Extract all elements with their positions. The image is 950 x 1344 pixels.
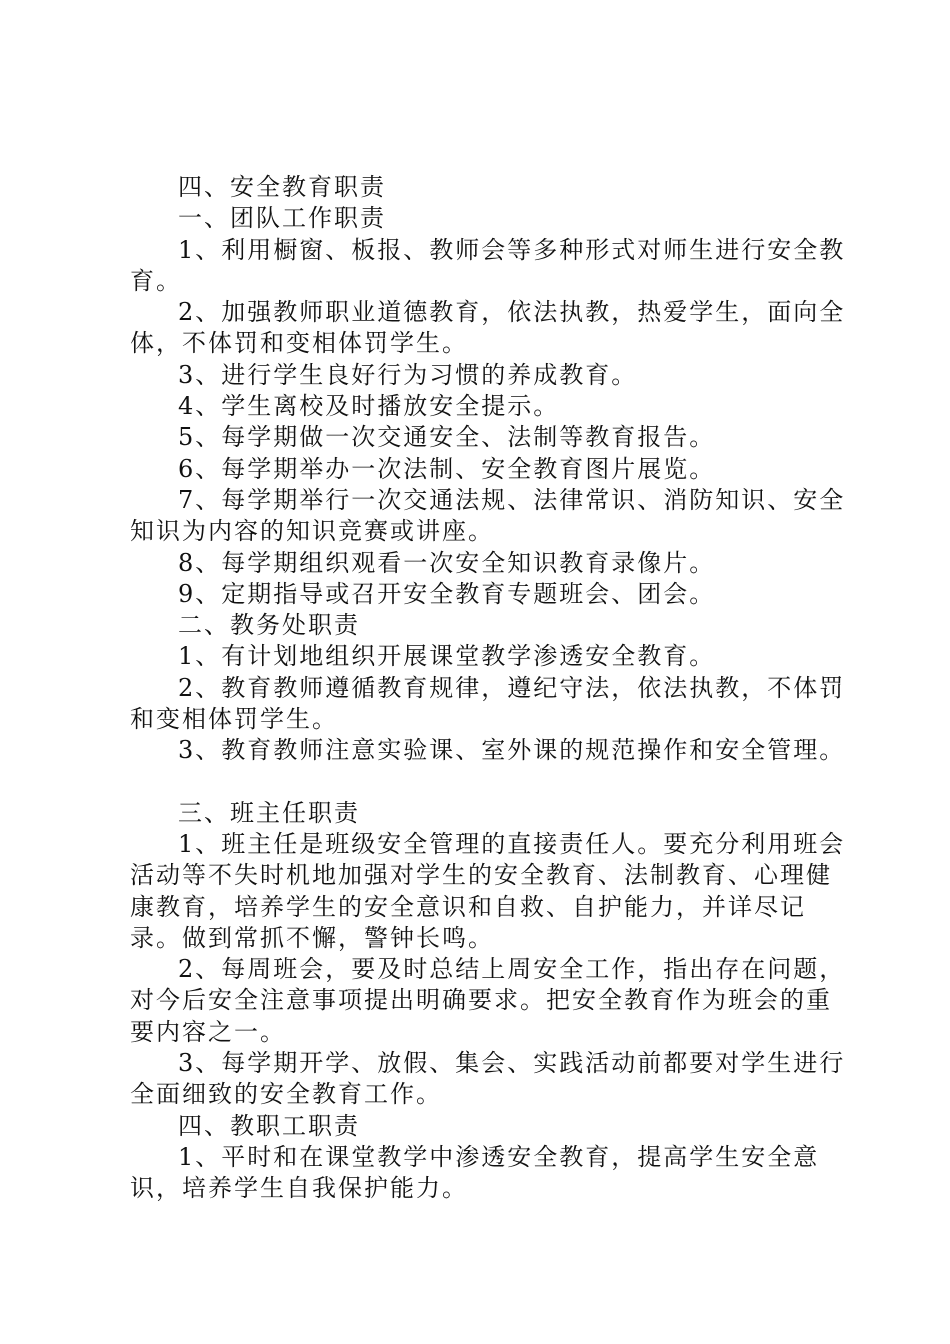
paragraph: 1、有计划地组织开展课堂教学渗透安全教育。 bbox=[178, 642, 716, 671]
paragraph: 4、学生离校及时播放安全提示。 bbox=[178, 392, 560, 421]
paragraph: 1、班主任是班级安全管理的直接责任人。要充分利用班会活动等不失时机地加强对学生的安全教育、法制教育、心理健康教育，培养学生的安全意识和自救、自护能力，并详尽记录。做到常抓不懈，警钟长鸣。 bbox=[130, 829, 846, 952]
paragraph: 5、每学期做一次交通安全、法制等教育报告。 bbox=[178, 423, 716, 452]
section-heading: 四、安全教育职责 bbox=[178, 173, 386, 201]
paragraph: 7、每学期举行一次交通法规、法律常识、消防知识、安全知识为内容的知识竞赛或讲座。 bbox=[130, 485, 846, 546]
subsection-heading: 二、教务处职责 bbox=[178, 611, 360, 640]
subsection-heading: 一、团队工作职责 bbox=[178, 204, 386, 233]
paragraph: 8、每学期组织观看一次安全知识教育录像片。 bbox=[178, 548, 716, 577]
paragraph: 3、每学期开学、放假、集会、实践活动前都要对学生进行全面细致的安全教育工作。 bbox=[130, 1049, 846, 1109]
subsection-heading: 四、教职工职责 bbox=[178, 1111, 360, 1140]
subsection-heading: 三、班主任职责 bbox=[178, 798, 360, 827]
paragraph: 3、教育教师注意实验课、室外课的规范操作和安全管理。 bbox=[178, 736, 846, 765]
document-body bbox=[130, 172, 850, 1205]
paragraph: 9、定期指导或召开安全教育专题班会、团会。 bbox=[178, 579, 716, 608]
paragraph: 6、每学期举办一次法制、安全教育图片展览。 bbox=[178, 454, 716, 483]
paragraph: 2、每周班会，要及时总结上周安全工作，指出存在问题，对今后安全注意事项提出明确要求。把安全教育作为班会的重要内容之一。 bbox=[130, 955, 846, 1046]
paragraph: 2、教育教师遵循教育规律，遵纪守法，依法执教，不体罚和变相体罚学生。 bbox=[130, 673, 846, 734]
paragraph: 3、进行学生良好行为习惯的养成教育。 bbox=[178, 360, 638, 389]
paragraph: 2、加强教师职业道德教育，依法执教，热爱学生，面向全体，不体罚和变相体罚学生。 bbox=[130, 298, 846, 358]
paragraph: 1、平时和在课堂教学中渗透安全教育，提高学生安全意识，培养学生自我保护能力。 bbox=[130, 1142, 820, 1203]
paragraph: 1、利用橱窗、板报、教师会等多种形式对师生进行安全教育。 bbox=[130, 235, 846, 295]
